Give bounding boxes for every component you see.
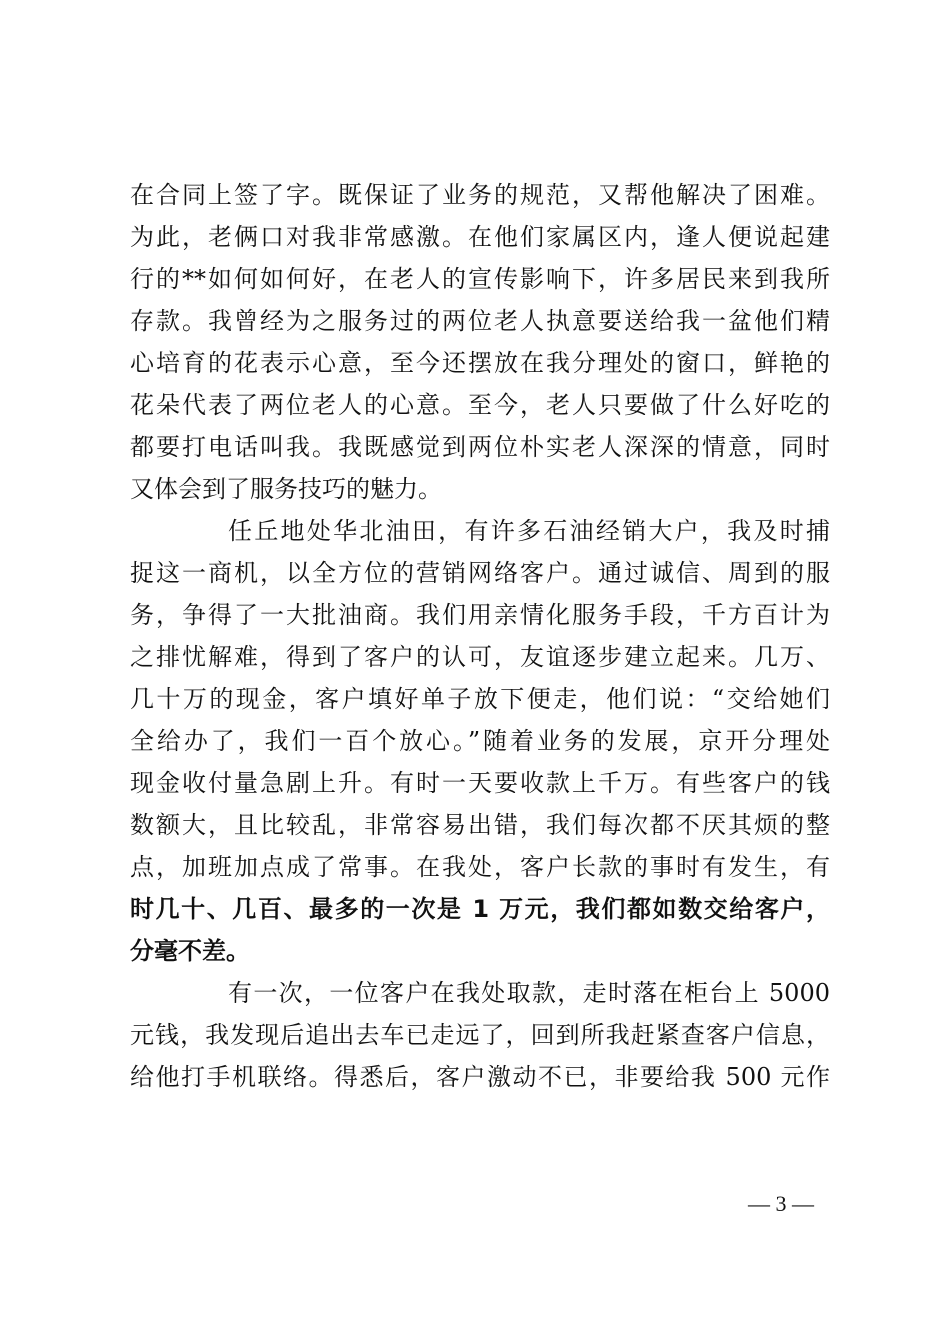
text-line: 花朵代表了两位老人的心意。至今，老人只要做了什么好吃的 [130, 391, 830, 419]
text-line: 心培育的花表示心意，至今还摆放在我分理处的窗口，鲜艳的 [130, 349, 830, 377]
text-line: 数额大，且比较乱，非常容易出错，我们每次都不厌其烦的整 [130, 811, 830, 839]
text-line: 为此，老俩口对我非常感激。在他们家属区内，逢人便说起建 [130, 223, 830, 251]
body-text [130, 174, 830, 1098]
text-line: 又体会到了服务技巧的魅力。 [130, 475, 442, 503]
text-line: 都要打电话叫我。我既感觉到两位朴实老人深深的情意，同时 [130, 433, 830, 461]
text-line: 在合同上签了字。既保证了业务的规范，又帮他解决了困难。 [130, 181, 830, 209]
text-line: 全给办了，我们一百个放心。”随着业务的发展，京开分理处 [130, 727, 830, 755]
text-line: 几十万的现金，客户填好单子放下便走，他们说：“交给她们 [130, 685, 830, 713]
text-line: 点，加班加点成了常事。在我处，客户长款的事时有发生，有 [130, 853, 830, 881]
text-line: 有一次，一位客户在我处取款，走时落在柜台上 5000 [228, 979, 830, 1007]
page-number: — 3 — [748, 1191, 814, 1216]
text-line-bold: 时几十、几百、最多的一次是 1 万元，我们都如数交给客户， [130, 895, 830, 923]
text-line: 任丘地处华北油田，有许多石油经销大户，我及时捕 [228, 517, 830, 545]
text-line: 捉这一商机，以全方位的营销网络客户。通过诚信、周到的服 [130, 559, 830, 587]
text-line: 务，争得了一大批油商。我们用亲情化服务手段，千方百计为 [130, 601, 830, 629]
text-line-bold: 分毫不差。 [130, 937, 250, 965]
text-line: 元钱，我发现后追出去车已走远了，回到所我赶紧查客户信息， [130, 1021, 830, 1049]
text-line: 行的**如何如何好，在老人的宣传影响下，许多居民来到我所 [130, 265, 830, 293]
text-line: 之排忧解难，得到了客户的认可，友谊逐步建立起来。几万、 [130, 643, 830, 671]
text-line: 给他打手机联络。得悉后，客户激动不已，非要给我 500 元作 [130, 1063, 830, 1091]
text-line: 存款。我曾经为之服务过的两位老人执意要送给我一盆他们精 [130, 307, 830, 335]
text-line: 现金收付量急剧上升。有时一天要收款上千万。有些客户的钱 [130, 769, 830, 797]
